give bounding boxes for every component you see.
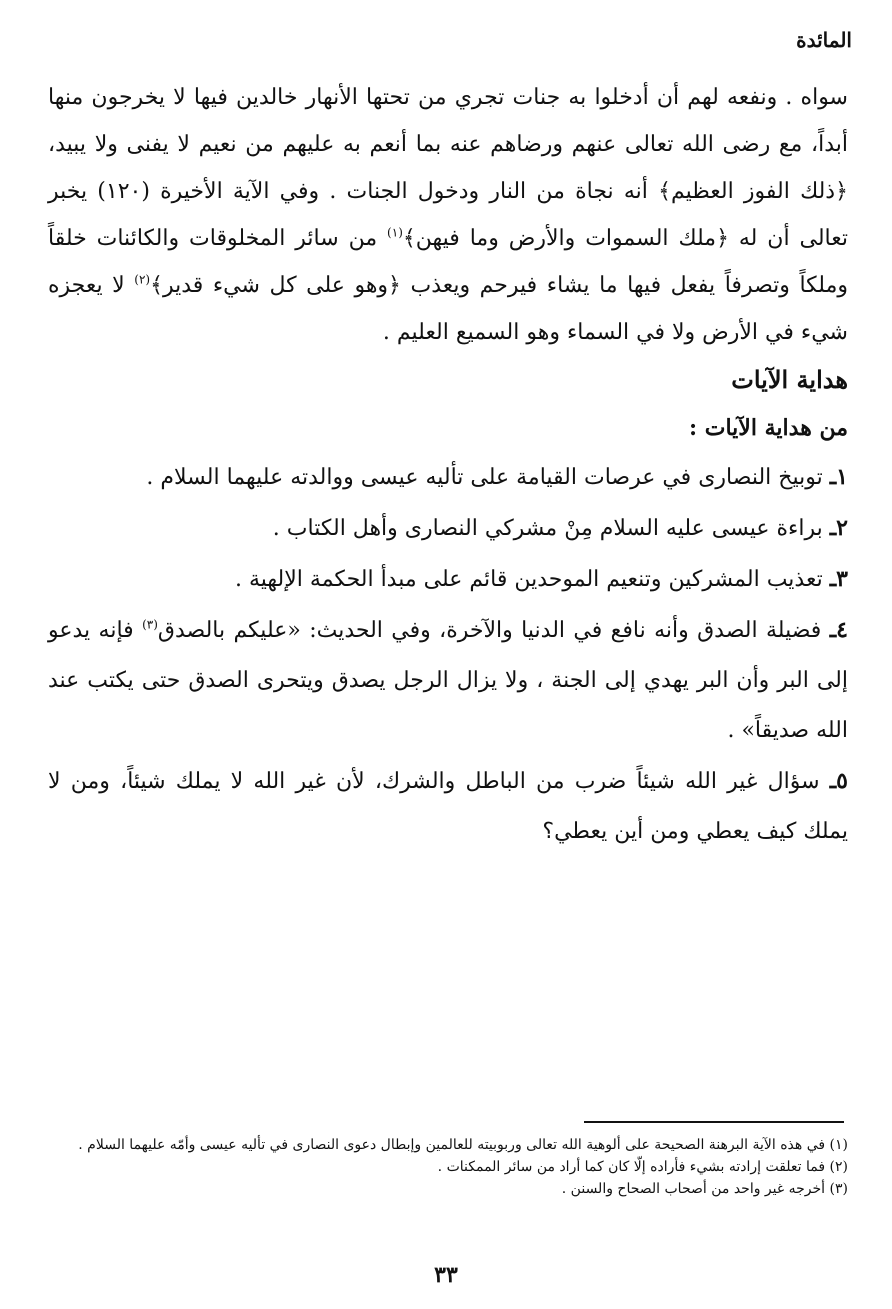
item-text: براءة عيسى عليه السلام مِنْ مشركي النصارى وأهل الكتاب . xyxy=(272,516,830,541)
commentary-paragraph: سواه . ونفعه لهم أن أدخلوا به جنات تجري من تحتها الأنهار خالدين فيها لا يخرجون منها أبداً، مع رضى الله تعالى عنهم ورضاهم عنه بما أنعم به عليهم من نعيم لا يفنى ولا يبيد، ﴿ذلك الفوز العظيم﴾ أنه نجاة من النار ودخول الجنات . وفي الآية الأخيرة (١٢٠) يخبر تعالى أن له ﴿ملك السموات والأرض وما فيهن﴾$^{(١)}$ من سائر المخلوقات والكائنات خلقاً وملكاً وتصرفاً يفعل فيها ما يشاء فيرحم ويعذب ﴿وهو على كل شيء قدير﴾$^{(٢)}$ لا يعجزه شيء في الأرض ولا في السماء وهو السميع العليم . xyxy=(48,85,848,345)
main-text xyxy=(48,74,848,857)
list-item xyxy=(48,554,848,605)
item-number: ٥ـ xyxy=(829,768,848,794)
item-text-continued: فإنه يدعو إلى البر وأن البر يهدي إلى الجنة ، ولا يزال الرجل يصدق ويتحرى الصدق حتى يكتب عند الله صديقاً» . xyxy=(48,618,848,743)
item-text: فضيلة الصدق وأنه نافع في الدنيا والآخرة، وفي الحديث: «عليكم بالصدق xyxy=(157,618,830,643)
item-number: ٤ـ xyxy=(829,617,848,643)
footnotes xyxy=(58,1134,848,1200)
item-number: ٣ـ xyxy=(829,566,848,592)
footnote-1: (١) في هذه الآية البرهنة الصحيحة على ألوهية الله تعالى وربوبيته للعالمين وإبطال دعوى النصارى في تأليه عيسى وأمّه عليهما السلام . xyxy=(78,1137,848,1153)
sub-title: من هداية الآيات : xyxy=(688,415,848,441)
footnote-ref-1[interactable]: (١) xyxy=(387,225,403,240)
item-text: تعذيب المشركين وتنعيم الموحدين قائم على مبدأ الحكمة الإلهية . xyxy=(234,567,830,592)
footnote-3: (٣) أخرجه غير واحد من أصحاب الصحاح والسنن . xyxy=(561,1181,848,1197)
section-title: هداية الآيات xyxy=(731,365,848,394)
list-item xyxy=(48,756,848,857)
footnote-2: (٢) فما تعلقت إرادته بشيء فأراده إلّا كان كما أراد من سائر الممكنات . xyxy=(437,1159,848,1175)
page-number: ٣٣ xyxy=(434,1262,458,1288)
list-item xyxy=(48,452,848,503)
item-text: توبيخ النصارى في عرصات القيامة على تأليه عيسى ووالدته عليهما السلام . xyxy=(146,465,830,490)
item-number: ١ـ xyxy=(829,464,848,490)
item-text: سؤال غير الله شيئاً ضرب من الباطل والشرك، لأن غير الله لا يملك شيئاً، ومن لا يملك كيف يعطي ومن أين يعطي؟ xyxy=(48,769,848,844)
footnote-ref-2[interactable]: (٢) xyxy=(134,272,151,287)
running-header: المائدة xyxy=(796,28,852,52)
footnote-divider xyxy=(584,1121,844,1123)
list-item xyxy=(48,605,848,756)
footnote-ref-3[interactable]: (٣) xyxy=(142,617,158,632)
item-number: ٢ـ xyxy=(829,515,848,541)
list-item xyxy=(48,503,848,554)
